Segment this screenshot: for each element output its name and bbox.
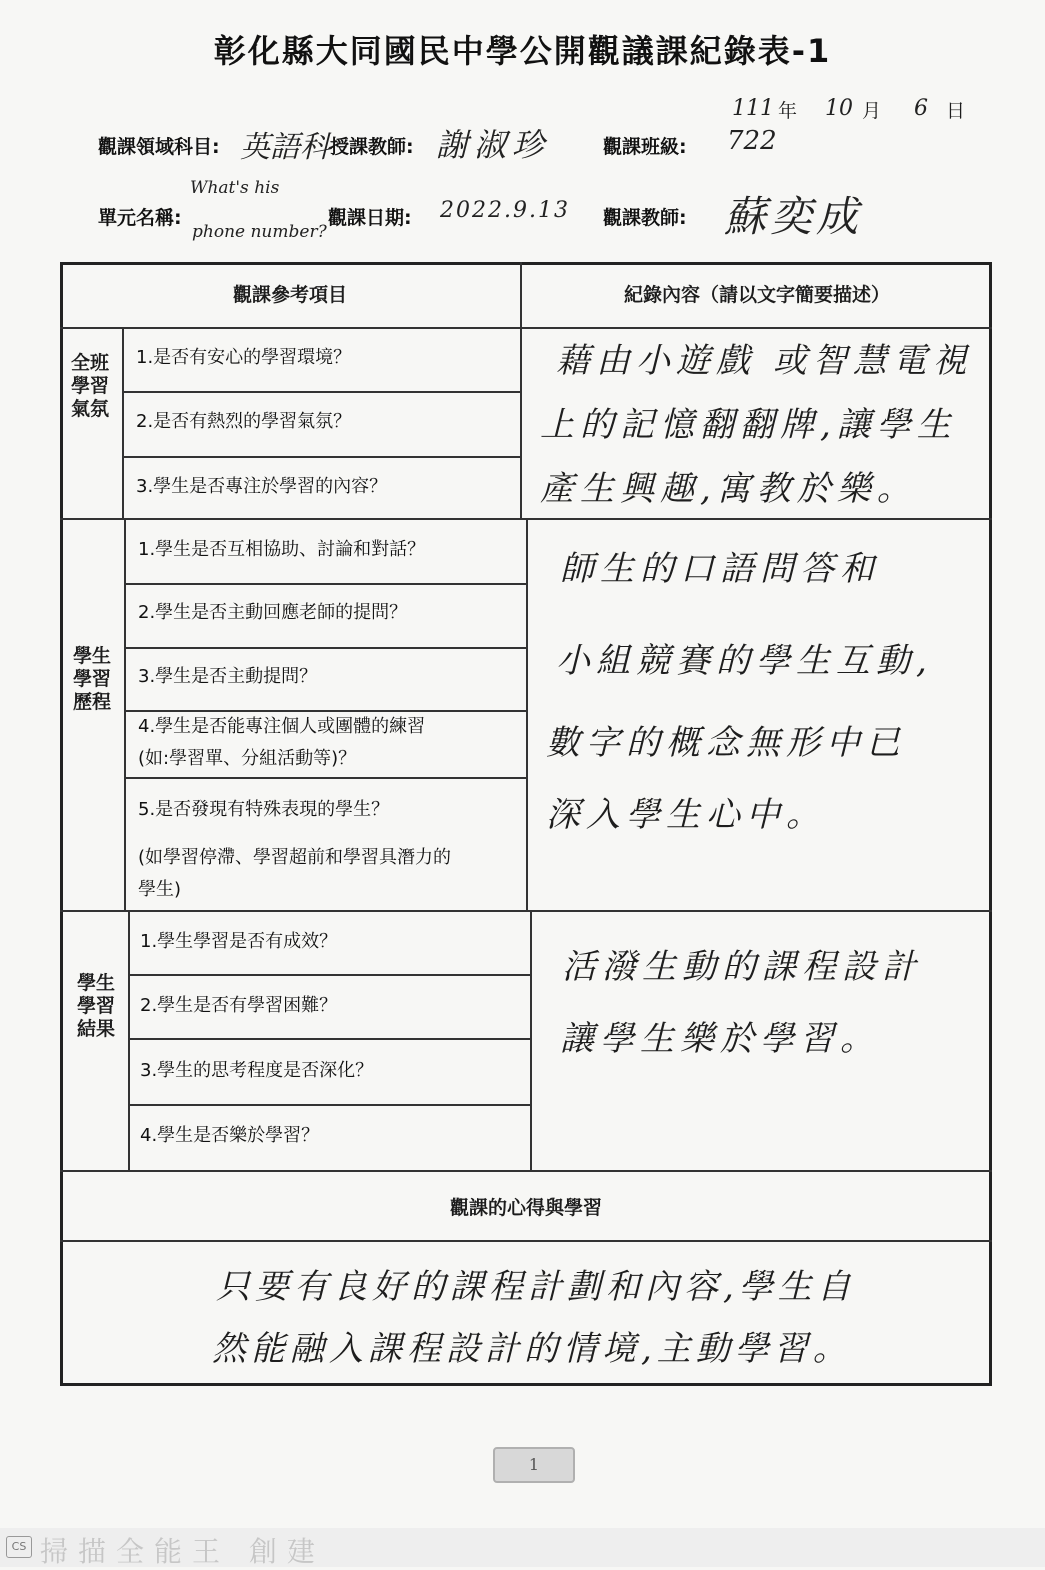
page-number: 1 [493,1447,575,1483]
record-note: 深入學生心中。 [546,795,826,835]
row-line [124,777,528,779]
unit-value-line1: What's his [190,178,280,198]
question: 學生) [138,879,182,900]
question: (如:學習單、分組活動等)？ [138,748,357,769]
subject-value: 英語科 [240,130,330,165]
question: 1.學生學習是否有成效？ [140,931,338,952]
row-line [122,456,522,458]
observer-label: 觀課教師: [603,207,687,229]
unit-value-line2: phone number? [192,222,327,242]
question: 2.是否有熱烈的學習氣氛？ [136,411,352,432]
category-divider-2 [124,518,126,912]
record-note: 讓學生樂於學習。 [560,1019,880,1059]
record-note: 藉由小遊戲 或智慧電視 [556,341,973,381]
date-day: 6 [914,96,928,121]
question: 1.是否有安心的學習環境？ [136,347,352,368]
question: 3.學生是否專注於學習的內容？ [136,476,388,497]
document-title: 彰化縣大同國民中學公開觀議課紀錄表-1 [213,32,832,70]
section3-divider [60,1170,992,1172]
row-line [122,391,522,393]
teacher-value: 謝淑珍 [436,126,551,164]
date-year-unit: 年 [778,100,798,122]
question: 4.學生是否樂於學習？ [140,1125,320,1146]
category-divider-1 [122,327,124,520]
obs-date-label: 觀課日期: [328,207,412,229]
record-note: 數字的概念無形中已 [546,723,906,763]
record-note: 上的記憶翻翻牌,讓學生 [540,405,957,445]
record-note: 活潑生動的課程設計 [562,947,922,987]
reflection-divider [60,1240,992,1242]
col-header-reference: 觀課參考項目 [232,284,347,306]
row-line [124,583,528,585]
category-learning-process: 學生學習歷程 [72,645,111,713]
question: 3.學生是否主動提問？ [138,666,318,687]
scanner-footer [0,1528,1045,1567]
reflection-note: 然能融入課程設計的情境,主動學習。 [212,1329,852,1369]
date-month-unit: 月 [862,100,882,122]
reflection-header: 觀課的心得與學習 [449,1197,602,1219]
scanner-logo-icon: CS [6,1536,32,1558]
date-month: 10 [825,96,853,121]
class-value: 722 [727,126,777,156]
unit-label: 單元名稱: [98,207,182,229]
header-divider [60,327,992,329]
date-year: 111 [732,96,774,121]
row-line [124,647,528,649]
record-note: 小組競賽的學生互動, [556,641,933,681]
scanner-watermark: 掃描全能王 創建 [40,1535,325,1568]
obs-date-value: 2022.9.13 [440,198,570,223]
question: 1.學生是否互相協助、討論和對話？ [138,539,426,560]
observer-value: 蘇奕成 [724,192,863,241]
row-line [128,974,532,976]
reflection-note: 只要有良好的課程計劃和內容,學生自 [216,1267,856,1307]
column-divider-3 [530,910,532,1172]
question: 3.學生的思考程度是否深化？ [140,1060,374,1081]
column-divider-2 [526,518,528,912]
record-note: 產生興趣,寓教於樂。 [540,469,917,509]
row-line [128,1104,532,1106]
col-header-record: 紀錄內容（請以文字簡要描述） [623,284,890,306]
date-day-unit: 日 [946,100,966,122]
category-divider-3 [128,910,130,1172]
row-line [128,1038,532,1040]
teacher-label: 授課教師: [330,136,414,158]
class-label: 觀課班級: [603,136,687,158]
record-note: 師生的口語問答和 [560,549,880,589]
category-learning-outcome: 學生學習結果 [76,972,115,1040]
subject-label: 觀課領域科目: [98,136,220,158]
question: 2.學生是否有學習困難？ [140,995,338,1016]
category-class-atmosphere: 全班學習氣氛 [70,352,109,420]
question: (如學習停滯、學習超前和學習具潛力的 [138,847,452,868]
question: 5.是否發現有特殊表現的學生？ [138,799,390,820]
question: 2.學生是否主動回應老師的提問？ [138,602,408,623]
question: 4.學生是否能專注個人或團體的練習 [138,716,426,737]
